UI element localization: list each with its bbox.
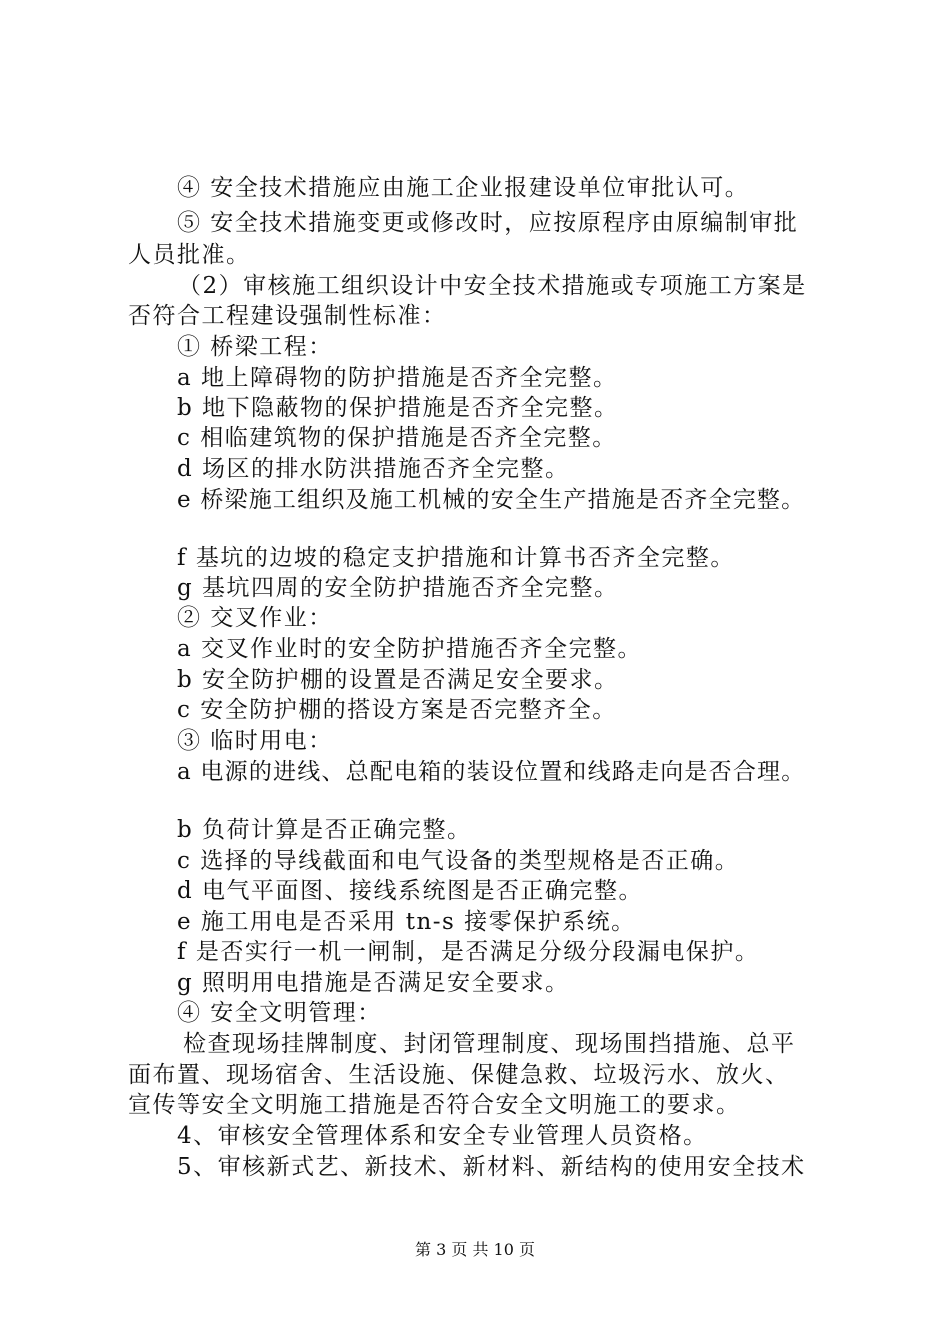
text-line: d 场区的排水防洪措施否齐全完整。 <box>177 456 570 482</box>
text-line: 否符合工程建设强制性标准： <box>128 303 447 329</box>
text-line: c 安全防护棚的搭设方案是否完整齐全。 <box>177 697 617 723</box>
text-line: b 安全防护棚的设置是否满足安全要求。 <box>177 667 619 693</box>
page-number: 第 3 页 共 10 页 <box>415 1240 535 1259</box>
text-line: c 相临建筑物的保护措施是否齐全完整。 <box>177 425 617 451</box>
text-line: f 基坑的边坡的稳定支护措施和计算书否齐全完整。 <box>177 545 735 571</box>
text-line: g 基坑四周的安全防护措施否齐全完整。 <box>177 575 619 601</box>
text-line: ④ 安全文明管理： <box>177 1000 382 1026</box>
text-line: d 电气平面图、接线系统图是否正确完整。 <box>177 878 644 904</box>
text-line: ⑤ 安全技术措施变更或修改时，应按原程序由原编制审批 <box>177 210 799 236</box>
text-line: ① 桥梁工程： <box>177 334 333 360</box>
text-line: 4、审核安全管理体系和安全专业管理人员资格。 <box>177 1123 708 1149</box>
text-line: a 地上障碍物的防护措施是否齐全完整。 <box>177 365 618 391</box>
text-line: 5、审核新式艺、新技术、新材料、新结构的使用安全技术 <box>177 1154 806 1180</box>
text-line: ④ 安全技术措施应由施工企业报建设单位审批认可。 <box>177 175 750 201</box>
text-line: c 选择的导线截面和电气设备的类型规格是否正确。 <box>177 848 740 874</box>
text-line: 宣传等安全文明施工措施是否符合安全文明施工的要求。 <box>128 1092 741 1118</box>
text-line: b 地下隐蔽物的保护措施是否齐全完整。 <box>177 395 619 421</box>
text-line: 人员批准。 <box>128 242 251 268</box>
text-line: 面布置、现场宿舍、生活设施、保健急救、垃圾污水、放火、 <box>128 1062 790 1088</box>
text-line: （2）审核施工组织设计中安全技术措施或专项施工方案是 <box>178 273 807 299</box>
text-line: ② 交叉作业： <box>177 605 333 631</box>
text-line: b 负荷计算是否正确完整。 <box>177 817 472 843</box>
text-line: e 桥梁施工组织及施工机械的安全生产措施是否齐全完整。 <box>177 487 806 513</box>
text-line: a 电源的进线、总配电箱的装设位置和线路走向是否合理。 <box>177 759 806 785</box>
text-line: ③ 临时用电： <box>177 728 333 754</box>
text-line: e 施工用电是否采用 tn-s 接零保护系统。 <box>177 909 636 935</box>
text-line: a 交叉作业时的安全防护措施否齐全完整。 <box>177 636 643 662</box>
text-line: 检查现场挂牌制度、封闭管理制度、现场围挡措施、总平 <box>183 1031 796 1057</box>
text-line: f 是否实行一机一闸制，是否满足分级分段漏电保护。 <box>177 939 760 965</box>
text-line: g 照明用电措施是否满足安全要求。 <box>177 970 570 996</box>
